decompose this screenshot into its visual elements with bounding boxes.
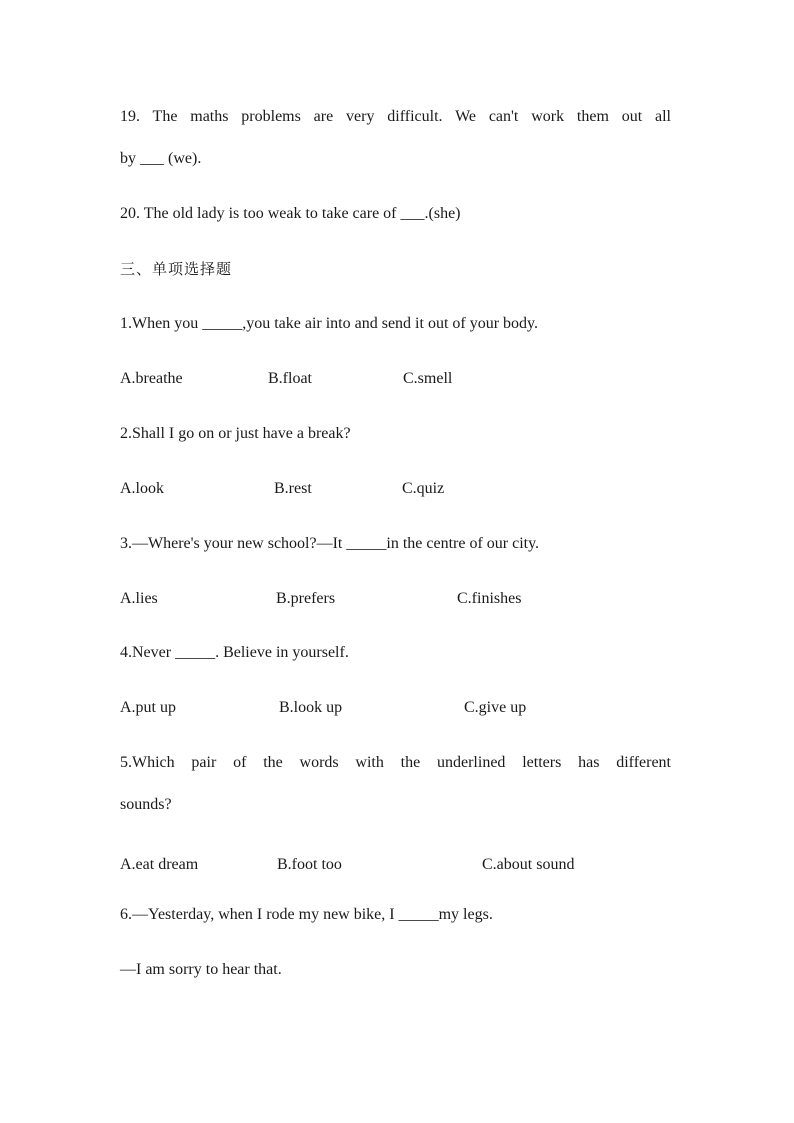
mcq-5-option-b: B.foot too: [277, 856, 342, 873]
question-19-line-1: 19. The maths problems are very difficult. We can't work them out all: [120, 108, 671, 125]
mcq-2-option-c: C.quiz: [402, 480, 445, 497]
mcq-5-option-c: C.about sound: [482, 856, 575, 873]
mcq-5-stem-line-1: 5.Which pair of the words with the underlined letters has different: [120, 754, 671, 771]
mcq-6-reply: —I am sorry to hear that.: [120, 961, 282, 978]
mcq-2-option-a: A.look: [120, 480, 164, 497]
section-heading: 三、单项选择题: [120, 260, 233, 278]
mcq-1-option-c: C.smell: [403, 370, 453, 387]
mcq-4-option-b: B.look up: [279, 699, 343, 716]
mcq-4-stem: 4.Never _____. Believe in yourself.: [120, 644, 349, 661]
mcq-3-option-a: A.lies: [120, 590, 158, 607]
mcq-1-option-b: B.float: [268, 370, 312, 387]
mcq-3-option-c: C.finishes: [457, 590, 522, 607]
mcq-2-option-b: B.rest: [274, 480, 312, 497]
mcq-4-option-a: A.put up: [120, 699, 176, 716]
mcq-1-option-a: A.breathe: [120, 370, 183, 387]
mcq-1-stem: 1.When you _____,you take air into and send it out of your body.: [120, 315, 538, 332]
mcq-5-option-a: A.eat dream: [120, 856, 199, 873]
mcq-6-stem: 6.—Yesterday, when I rode my new bike, I _____my legs.: [120, 906, 493, 923]
question-19-line-2: by ___ (we).: [120, 150, 202, 167]
mcq-2-stem: 2.Shall I go on or just have a break?: [120, 425, 351, 442]
mcq-4-option-c: C.give up: [464, 699, 527, 716]
question-20: 20. The old lady is too weak to take care of ___.(she): [120, 205, 461, 222]
mcq-3-stem: 3.—Where's your new school?—It _____in the centre of our city.: [120, 535, 540, 552]
mcq-3-option-b: B.prefers: [276, 590, 336, 607]
mcq-5-stem-line-2: sounds?: [120, 796, 172, 813]
